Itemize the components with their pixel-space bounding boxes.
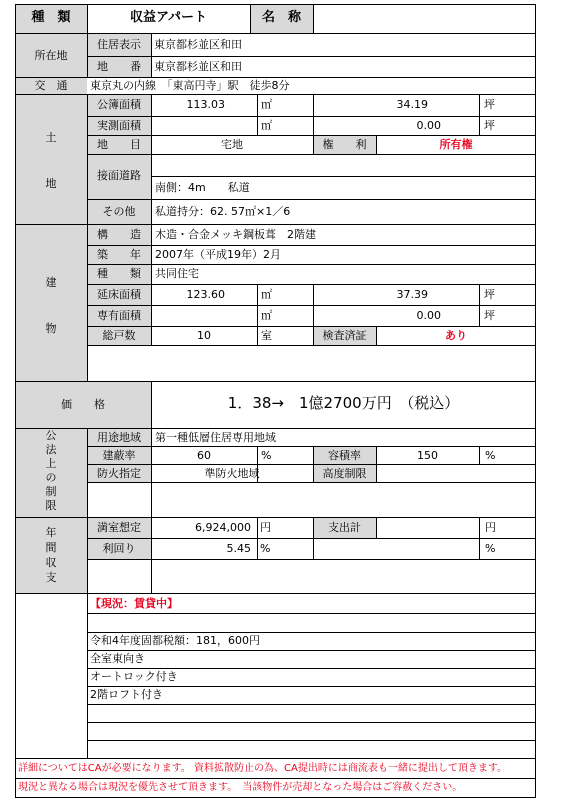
coverage-label: 建蔽率 — [102, 449, 136, 462]
height-label: 高度制限 — [322, 467, 367, 480]
private-area-label: 専有面積 — [97, 309, 141, 322]
price-label: 価 格 — [61, 398, 105, 411]
lot-label: 地 番 — [97, 60, 141, 73]
land-category-value: 宅地 — [221, 138, 243, 151]
inspection-value: あり — [445, 329, 467, 342]
regulations-label-1: 公 — [45, 429, 57, 442]
land-category-label: 地 目 — [97, 138, 141, 151]
expense-label: 支出計 — [328, 521, 361, 534]
residence-value: 東京都杉並区和田 — [154, 38, 242, 51]
status-note: 【現況：賃貸中】 — [90, 597, 178, 610]
land-label-top: 土 — [45, 131, 57, 144]
transport-label: 交 通 — [34, 79, 68, 92]
building-kind-value: 共同住宅 — [155, 267, 199, 280]
structure-label: 構 造 — [97, 228, 141, 241]
note-line: 2階ロフト付き — [90, 688, 163, 701]
coverage-value: 60 — [197, 449, 211, 462]
land-label-bottom: 地 — [45, 177, 57, 190]
type-label: 種 類 — [31, 10, 71, 25]
name-label: 名 称 — [261, 10, 301, 25]
footer-line-2: 現況と異なる場合は現況を優先させて頂きます。 当該物件が売却となった場合はご容赦ください。 — [18, 782, 463, 793]
registry-area-tsubo-unit: 坪 — [484, 98, 495, 111]
survey-area-tsubo-unit: 坪 — [484, 119, 495, 132]
registry-area-tsubo: 34.19 — [396, 98, 428, 111]
building-label-bottom: 物 — [45, 322, 57, 335]
private-area-tsubo-unit: 坪 — [484, 309, 495, 322]
units-unit: 室 — [261, 329, 272, 342]
note-line: オートロック付き — [90, 670, 178, 683]
far-value: 150 — [417, 449, 438, 462]
yield-label: 利回り — [102, 542, 136, 555]
coverage-unit: % — [261, 449, 272, 462]
income-label-3: 収 — [45, 556, 57, 569]
land-rights-label: 権 利 — [322, 138, 367, 151]
registry-area-sqm: 113.03 — [186, 98, 225, 111]
building-label-top: 建 — [45, 276, 57, 289]
full-occupancy-value: 6,924,000 — [195, 521, 251, 534]
floor-area-sqm-unit: ㎡ — [261, 288, 272, 301]
far-label: 容積率 — [328, 449, 361, 462]
far-unit: % — [485, 449, 496, 462]
road-label: 接面道路 — [97, 169, 141, 182]
yield-unit-right: % — [485, 542, 496, 555]
land-other-value: 私道持分：62. 57㎡×1／6 — [155, 205, 291, 218]
land-other-label: その他 — [102, 205, 136, 218]
fire-label: 防火指定 — [97, 467, 141, 480]
fire-value: 準防火地域 — [204, 467, 260, 480]
private-area-tsubo: 0.00 — [416, 309, 441, 322]
full-occupancy-unit: 円 — [260, 521, 271, 534]
registry-area-sqm-unit: ㎡ — [261, 98, 272, 111]
land-rights-value: 所有権 — [439, 138, 473, 151]
full-occupancy-label: 満室想定 — [97, 521, 141, 534]
note-line: 全室東向き — [90, 652, 145, 665]
built-value: 2007年（平成19年）2月 — [155, 248, 281, 261]
floor-area-label: 延床面積 — [97, 288, 141, 301]
income-label-2: 間 — [45, 541, 57, 554]
zoning-label: 用途地域 — [97, 431, 141, 444]
private-area-sqm-unit: ㎡ — [261, 309, 272, 322]
registry-area-label: 公簿面積 — [97, 98, 141, 111]
expense-unit: 円 — [485, 521, 496, 534]
price-value: 1．38→ 1億2700万円 （税込） — [227, 394, 460, 412]
units-value: 10 — [197, 329, 211, 342]
yield-unit: % — [260, 542, 271, 555]
floor-area-tsubo: 37.39 — [396, 288, 428, 301]
structure-value: 木造・合金メッキ鋼板葺 2階建 — [155, 228, 316, 241]
regulations-label-4: の — [45, 471, 57, 484]
zoning-value: 第一種低層住居専用地域 — [155, 431, 276, 444]
floor-area-sqm: 123.60 — [186, 288, 225, 301]
location-label: 所在地 — [34, 49, 68, 62]
building-kind-label: 種 類 — [97, 267, 141, 280]
transport-value: 東京丸の内線 「東高円寺」駅 徒歩8分 — [90, 79, 290, 92]
survey-area-tsubo: 0.00 — [416, 119, 441, 132]
footer-line-1: 詳細についてはCAが必要になります。 資料拡散防止の為、CA提出時には商流表も一緒に提出して頂きます。 — [18, 763, 508, 774]
regulations-label-2: 法 — [45, 443, 57, 456]
regulations-label-6: 限 — [45, 499, 57, 512]
residence-label: 住居表示 — [97, 38, 141, 51]
inspection-label: 検査済証 — [322, 329, 367, 342]
type-value: 収益アパート — [130, 10, 207, 25]
yield-value: 5.45 — [226, 542, 251, 555]
regulations-label-3: 上 — [45, 457, 57, 470]
regulations-label-5: 制 — [45, 485, 57, 498]
units-label: 総戸数 — [102, 329, 136, 342]
road-value: 南側：4m 私道 — [155, 181, 250, 194]
lot-value: 東京都杉並区和田 — [154, 60, 242, 73]
note-line: 令和4年度固都税額：181，600円 — [90, 634, 260, 647]
survey-area-label: 実測面積 — [97, 119, 141, 132]
built-label: 築 年 — [97, 248, 141, 261]
floor-area-tsubo-unit: 坪 — [484, 288, 495, 301]
survey-area-sqm-unit: ㎡ — [261, 119, 272, 132]
income-label-4: 支 — [45, 571, 57, 584]
income-label-1: 年 — [45, 526, 57, 539]
